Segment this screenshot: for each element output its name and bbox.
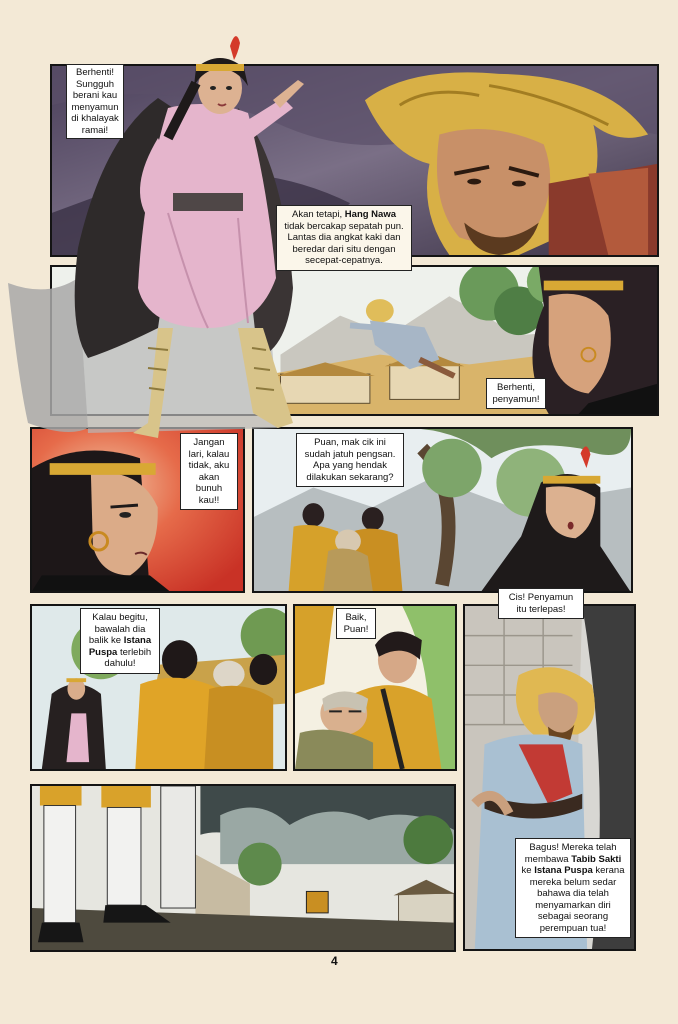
- bubble-bagus-3: kerana mereka belum sedar bahawa dia telah menyamarkan diri sebagai seorang perempuan tua!: [529, 865, 625, 934]
- caption-post-text: tidak bercakap sepatah pun. Lantas dia angkat kaki dan beredar dari situ dengan secepat-cepatnya.: [284, 220, 404, 266]
- bubble-cis-penyamun: [498, 588, 584, 619]
- bubble-berhenti-penyamun: [486, 378, 546, 409]
- page-number: 4: [331, 954, 338, 968]
- bubble-jangan-lari: [180, 433, 238, 510]
- panel-8: [30, 784, 456, 952]
- bubble-baik-puan: [336, 608, 376, 639]
- caption-pre-text: Akan tetapi,: [291, 209, 345, 220]
- caption-name-text: Hang Nawa: [344, 209, 397, 220]
- bubble-puan-mak-cik: [296, 433, 404, 487]
- heroine-figure: [8, 28, 308, 448]
- bubble-kalau-pre: Kalau begitu, bawalah dia balik ke: [88, 612, 148, 646]
- bubble-baik-text: Baik, Puan!: [343, 612, 369, 635]
- caption-hang-nawa: [276, 205, 412, 271]
- bubble-jangan-text: Jangan lari, kalau tidak, aku akan bunuh kau!!: [188, 437, 230, 506]
- bubble-kalau-post: terlebih dahulu!: [104, 646, 152, 669]
- bubble-puan-text: Puan, mak cik ini sudah jatuh pengsan. Apa yang hendak dilakukan sekarang?: [304, 437, 396, 483]
- bubble-cis-text: Cis! Penyamun itu terlepas!: [508, 592, 574, 615]
- bubble-penyamun-text: Berhenti, penyamun!: [492, 382, 540, 405]
- bubble-bagus: [515, 838, 631, 938]
- bubble-berhenti-text: Berhenti! Sungguh berani kau menyamun di khalayak ramai!: [71, 67, 119, 136]
- bubble-kalau-place: Istana Puspa: [88, 635, 152, 658]
- bubble-bagus-name: Tabib Sakti: [571, 853, 622, 865]
- bubble-bagus-1: Bagus! Mereka telah membawa: [524, 842, 617, 865]
- bubble-berhenti: [66, 64, 124, 139]
- panel-8-art: [32, 786, 454, 950]
- bubble-bagus-place: Istana Puspa: [534, 865, 593, 876]
- bubble-kalau-begitu: [80, 608, 160, 674]
- bubble-bagus-2: ke: [521, 865, 535, 876]
